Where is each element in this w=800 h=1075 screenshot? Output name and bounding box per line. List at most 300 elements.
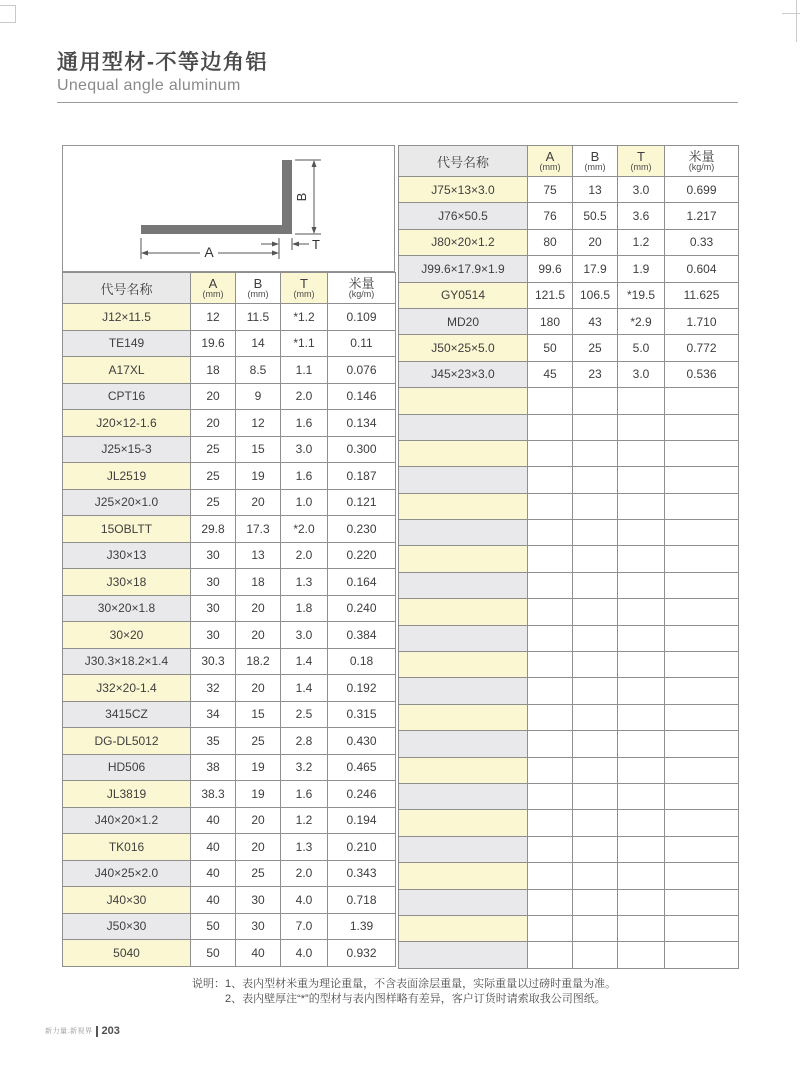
cell-b: 17.3: [236, 516, 281, 543]
cell-t: 1.1: [281, 357, 328, 384]
cell-w: 0.109: [328, 304, 396, 331]
table-header-row: [399, 146, 739, 177]
header-t-unit: (mm): [630, 161, 652, 172]
cell-a: 18: [191, 357, 236, 384]
table-row: [63, 887, 396, 914]
cell-a: 80: [528, 229, 573, 255]
table-row: [63, 701, 396, 728]
cell-a: 32: [191, 675, 236, 702]
cell-w: 0.300: [328, 436, 396, 463]
cell-code-name: [399, 731, 528, 757]
cell-w: [665, 414, 739, 440]
profile-horizontal-leg: [141, 225, 292, 234]
dim-label-t: T: [312, 237, 320, 252]
cell-code-name: GY0514: [399, 282, 528, 308]
cell-t: [618, 467, 665, 493]
cell-b: [573, 520, 618, 546]
cell-w: 11.625: [665, 282, 739, 308]
cell-a: [528, 678, 573, 704]
cell-t: *2.0: [281, 516, 328, 543]
cell-code-name: [399, 783, 528, 809]
cell-b: 43: [573, 308, 618, 334]
cell-code-name: [399, 704, 528, 730]
table-row: [399, 467, 739, 493]
cell-w: [665, 889, 739, 915]
crop-mark-top-left: [0, 5, 16, 23]
table-row: [63, 330, 396, 357]
cell-t: [618, 863, 665, 889]
cell-t: 4.0: [281, 940, 328, 967]
table-row: [399, 229, 739, 255]
cell-b: 30: [236, 887, 281, 914]
dim-label-a: A: [204, 244, 214, 260]
cell-t: [618, 546, 665, 572]
cell-t: 3.6: [618, 203, 665, 229]
cell-t: [618, 388, 665, 414]
footnotes-label: 说明：: [192, 978, 225, 990]
footnote-2: 2、表内壁厚注“*”的型材与表内图样略有差异，客户订货时请索取我公司图纸。: [225, 993, 606, 1005]
footnote-1: 1、表内型材米重为理论重量，不含表面涂层重量，实际重量以过磅时重量为准。: [225, 978, 617, 990]
cell-a: 19.6: [191, 330, 236, 357]
cell-code-name: J45×23×3.0: [399, 361, 528, 387]
table-row: [399, 546, 739, 572]
table-row: [399, 361, 739, 387]
cell-w: [665, 599, 739, 625]
cell-a: 25: [191, 489, 236, 516]
cell-a: [528, 863, 573, 889]
cell-w: [665, 704, 739, 730]
cell-w: 0.220: [328, 542, 396, 569]
table-row: [63, 304, 396, 331]
table-row: [399, 256, 739, 282]
cell-b: 106.5: [573, 282, 618, 308]
table-row: [63, 622, 396, 649]
cell-t: *19.5: [618, 282, 665, 308]
cell-t: 2.0: [281, 542, 328, 569]
cell-w: 1.39: [328, 913, 396, 940]
table-row: [63, 383, 396, 410]
header-b-label: B: [253, 275, 263, 291]
footer-brand: 新力量.新视界: [45, 1028, 93, 1035]
spec-table-right: [398, 145, 739, 969]
cell-b: 20: [236, 834, 281, 861]
cell-a: [528, 704, 573, 730]
cell-w: [665, 652, 739, 678]
cell-a: 76: [528, 203, 573, 229]
cell-code-name: J32×20-1.4: [63, 675, 191, 702]
cell-code-name: J75×13×3.0: [399, 177, 528, 203]
cell-w: [665, 520, 739, 546]
cell-b: 40: [236, 940, 281, 967]
cell-t: [618, 731, 665, 757]
cell-t: 1.9: [618, 256, 665, 282]
cell-code-name: MD20: [399, 308, 528, 334]
cell-b: [573, 467, 618, 493]
table-row: [399, 678, 739, 704]
cell-b: 20: [236, 489, 281, 516]
table-row: [399, 863, 739, 889]
cell-w: [665, 546, 739, 572]
table-header-row: [63, 273, 396, 304]
arrow-t-left: [272, 242, 279, 247]
cell-code-name: J40×30: [63, 887, 191, 914]
cell-a: 30.3: [191, 648, 236, 675]
cell-a: 25: [191, 463, 236, 490]
cell-b: [573, 599, 618, 625]
cell-w: 0.33: [665, 229, 739, 255]
cell-t: 1.6: [281, 463, 328, 490]
cell-a: 50: [191, 913, 236, 940]
cell-code-name: J30×18: [63, 569, 191, 596]
header-t-unit: (mm): [293, 288, 315, 299]
header-name: 代号名称: [399, 146, 528, 177]
cell-w: 0.246: [328, 781, 396, 808]
cell-w: 0.134: [328, 410, 396, 437]
cell-b: 17.9: [573, 256, 618, 282]
cell-a: [528, 731, 573, 757]
cell-t: [618, 704, 665, 730]
cell-w: [665, 572, 739, 598]
cell-b: 20: [236, 622, 281, 649]
cell-code-name: 3415CZ: [63, 701, 191, 728]
cell-a: 75: [528, 177, 573, 203]
cell-b: [573, 440, 618, 466]
cell-a: 30: [191, 622, 236, 649]
table-row: [399, 704, 739, 730]
header-name: 代号名称: [63, 273, 191, 304]
cell-b: 8.5: [236, 357, 281, 384]
arrow-a-left: [141, 251, 148, 256]
header-t-label: T: [637, 148, 645, 164]
cell-a: 40: [191, 887, 236, 914]
cell-w: [665, 493, 739, 519]
cell-a: [528, 652, 573, 678]
cell-t: [618, 810, 665, 836]
cell-code-name: J20×12-1.6: [63, 410, 191, 437]
cell-b: 14: [236, 330, 281, 357]
cell-code-name: [399, 493, 528, 519]
table-row: [399, 440, 739, 466]
cell-b: [573, 678, 618, 704]
page-title: 通用型材-不等边角铝: [57, 51, 268, 74]
cell-code-name: TK016: [63, 834, 191, 861]
cell-b: [573, 757, 618, 783]
cell-t: [618, 915, 665, 941]
cell-w: [665, 810, 739, 836]
cell-w: 0.772: [665, 335, 739, 361]
table-row: [399, 836, 739, 862]
cell-a: 29.8: [191, 516, 236, 543]
page-subtitle: Unequal angle aluminum: [57, 77, 241, 94]
cell-code-name: J12×11.5: [63, 304, 191, 331]
cell-b: [573, 836, 618, 862]
cell-t: 3.0: [618, 361, 665, 387]
cell-b: 20: [236, 807, 281, 834]
cell-w: [665, 757, 739, 783]
cell-t: [618, 757, 665, 783]
cell-a: [528, 915, 573, 941]
cell-b: [573, 546, 618, 572]
page-footer: [45, 1025, 120, 1037]
table-row: [399, 599, 739, 625]
cell-b: [573, 810, 618, 836]
cell-t: *2.9: [618, 308, 665, 334]
cell-a: [528, 440, 573, 466]
cell-t: 5.0: [618, 335, 665, 361]
cell-code-name: J40×25×2.0: [63, 860, 191, 887]
cell-code-name: [399, 414, 528, 440]
cell-w: 0.718: [328, 887, 396, 914]
cell-code-name: [399, 863, 528, 889]
cell-code-name: [399, 757, 528, 783]
arrow-b-bottom: [312, 227, 317, 234]
cell-b: [573, 915, 618, 941]
cell-a: 40: [191, 834, 236, 861]
cell-a: [528, 889, 573, 915]
cell-code-name: CPT16: [63, 383, 191, 410]
cell-t: [618, 783, 665, 809]
profile-vertical-leg: [282, 160, 292, 234]
cell-a: 20: [191, 383, 236, 410]
table-row: [63, 913, 396, 940]
cell-w: [665, 388, 739, 414]
cell-w: 0.240: [328, 595, 396, 622]
table-row: [63, 860, 396, 887]
cell-w: 0.536: [665, 361, 739, 387]
cell-b: 20: [236, 595, 281, 622]
cell-b: [573, 783, 618, 809]
cell-code-name: HD506: [63, 754, 191, 781]
cell-a: 121.5: [528, 282, 573, 308]
cell-w: [665, 467, 739, 493]
cell-t: 2.0: [281, 383, 328, 410]
header-b: [573, 146, 618, 177]
cell-a: 34: [191, 701, 236, 728]
cell-code-name: [399, 810, 528, 836]
table-row: [63, 834, 396, 861]
cell-t: 1.2: [281, 807, 328, 834]
table-row: [63, 781, 396, 808]
cell-b: [573, 572, 618, 598]
cell-code-name: JL3819: [63, 781, 191, 808]
cell-b: 25: [236, 860, 281, 887]
footnotes-items: [225, 977, 616, 1007]
cell-b: [573, 388, 618, 414]
cell-t: 1.4: [281, 648, 328, 675]
cell-w: 0.932: [328, 940, 396, 967]
cell-a: 30: [191, 595, 236, 622]
cell-a: 12: [191, 304, 236, 331]
cell-code-name: J25×20×1.0: [63, 489, 191, 516]
cell-t: 1.3: [281, 834, 328, 861]
cell-w: [665, 440, 739, 466]
table-row: [63, 728, 396, 755]
table-row: [399, 308, 739, 334]
cell-b: 11.5: [236, 304, 281, 331]
header-a: [528, 146, 573, 177]
table-row: [399, 652, 739, 678]
cell-b: 12: [236, 410, 281, 437]
cell-code-name: J40×20×1.2: [63, 807, 191, 834]
table-row: [399, 493, 739, 519]
cell-b: 23: [573, 361, 618, 387]
cell-a: 99.6: [528, 256, 573, 282]
cell-a: 180: [528, 308, 573, 334]
cell-a: 50: [528, 335, 573, 361]
cell-a: 40: [191, 807, 236, 834]
cell-t: *1.2: [281, 304, 328, 331]
cell-a: [528, 493, 573, 519]
cell-b: 25: [573, 335, 618, 361]
cell-w: 0.699: [665, 177, 739, 203]
cell-b: [573, 942, 618, 968]
cell-t: 3.0: [618, 177, 665, 203]
cell-a: [528, 414, 573, 440]
header-weight-label: 米量: [348, 275, 375, 291]
cell-code-name: J50×25×5.0: [399, 335, 528, 361]
cell-code-name: [399, 440, 528, 466]
table-row: [63, 463, 396, 490]
cell-w: 0.210: [328, 834, 396, 861]
table-row: [399, 731, 739, 757]
cell-code-name: [399, 572, 528, 598]
table-row: [63, 516, 396, 543]
cell-a: [528, 783, 573, 809]
table-row: [399, 889, 739, 915]
table-row: [399, 177, 739, 203]
cell-w: [665, 731, 739, 757]
header-a: [191, 273, 236, 304]
cell-b: [573, 731, 618, 757]
header-t: [618, 146, 665, 177]
cell-a: [528, 625, 573, 651]
cell-a: [528, 757, 573, 783]
cell-code-name: J99.6×17.9×1.9: [399, 256, 528, 282]
cell-b: 19: [236, 463, 281, 490]
cell-a: [528, 810, 573, 836]
cell-t: [618, 493, 665, 519]
cell-t: 1.4: [281, 675, 328, 702]
cell-b: 20: [573, 229, 618, 255]
table-row: [63, 648, 396, 675]
cell-w: 0.11: [328, 330, 396, 357]
header-t: [281, 273, 328, 304]
cell-code-name: [399, 599, 528, 625]
cell-a: 45: [528, 361, 573, 387]
header-weight-unit: (kg/m): [348, 288, 375, 299]
cell-b: [573, 493, 618, 519]
cell-t: 3.2: [281, 754, 328, 781]
cell-a: 50: [191, 940, 236, 967]
header-a-unit: (mm): [202, 288, 224, 299]
cell-code-name: [399, 520, 528, 546]
cell-w: 0.343: [328, 860, 396, 887]
cell-t: 2.0: [281, 860, 328, 887]
cell-t: [618, 414, 665, 440]
header-a-label: A: [208, 275, 218, 291]
cell-w: 0.187: [328, 463, 396, 490]
cell-b: 19: [236, 781, 281, 808]
header-t-label: T: [300, 275, 308, 291]
cell-t: 1.6: [281, 410, 328, 437]
arrow-t-right: [292, 242, 299, 247]
table-row: [399, 203, 739, 229]
dim-label-b: B: [294, 192, 309, 202]
cell-code-name: [399, 915, 528, 941]
cell-t: [618, 836, 665, 862]
cell-t: 1.6: [281, 781, 328, 808]
cell-code-name: [399, 678, 528, 704]
cell-code-name: JL2519: [63, 463, 191, 490]
cell-t: 3.0: [281, 622, 328, 649]
cell-w: 0.146: [328, 383, 396, 410]
cell-b: 19: [236, 754, 281, 781]
cell-code-name: J30×13: [63, 542, 191, 569]
angle-profile-drawing: [63, 146, 394, 271]
cell-t: [618, 440, 665, 466]
cell-t: [618, 652, 665, 678]
cell-a: [528, 388, 573, 414]
table-row: [399, 757, 739, 783]
cell-a: 38.3: [191, 781, 236, 808]
cell-a: [528, 942, 573, 968]
cell-t: [618, 625, 665, 651]
cell-a: 40: [191, 860, 236, 887]
cell-w: [665, 836, 739, 862]
table-row: [399, 915, 739, 941]
table-row: [63, 410, 396, 437]
table-row: [399, 810, 739, 836]
cell-w: 0.192: [328, 675, 396, 702]
cell-w: 0.384: [328, 622, 396, 649]
arrow-b-top: [312, 160, 317, 167]
table-row: [399, 520, 739, 546]
cell-b: 18: [236, 569, 281, 596]
arrow-a-right: [272, 251, 279, 256]
cell-b: [573, 625, 618, 651]
table-row: [63, 940, 396, 967]
cell-w: 1.217: [665, 203, 739, 229]
cell-b: [573, 863, 618, 889]
table-row: [399, 942, 739, 968]
cell-code-name: [399, 388, 528, 414]
cell-code-name: 5040: [63, 940, 191, 967]
cell-b: 20: [236, 675, 281, 702]
header-weight-label: 米量: [688, 148, 715, 164]
crop-mark-top-right: [782, 13, 800, 14]
cell-w: [665, 942, 739, 968]
cell-w: [665, 625, 739, 651]
header-b-unit: (mm): [247, 288, 269, 299]
cell-a: 30: [191, 542, 236, 569]
cell-code-name: J80×20×1.2: [399, 229, 528, 255]
header-a-unit: (mm): [539, 161, 561, 172]
cell-code-name: J30.3×18.2×1.4: [63, 648, 191, 675]
cell-code-name: [399, 942, 528, 968]
cell-code-name: [399, 889, 528, 915]
profile-diagram: [62, 145, 395, 272]
cell-code-name: 15OBLTT: [63, 516, 191, 543]
cell-t: [618, 942, 665, 968]
cell-t: 2.8: [281, 728, 328, 755]
cell-t: 7.0: [281, 913, 328, 940]
cell-a: [528, 520, 573, 546]
table-row: [399, 625, 739, 651]
header-b-label: B: [590, 148, 600, 164]
cell-b: [573, 414, 618, 440]
footer-divider: [96, 1026, 98, 1037]
table-row: [63, 807, 396, 834]
